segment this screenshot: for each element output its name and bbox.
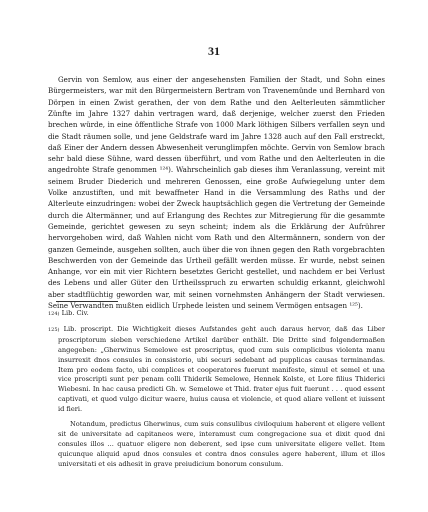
footnotes	[48, 309, 385, 470]
footnote-text: Lib. proscript. Die Wichtigkeit dieses Aufstandes geht auch daraus hervor, daß das Liber proscriptorum sieben verschiedene Artikel darüber enthält. Die Dritte sind folgendermaßen angegeben: „Gherwinus Semelowe est proscriptus, quod cum suis complicibus violenta manu insurrexit dnos consules in consistorio, ubi securi sedebant ad pupplicas causas terminandas. Item pro eodem facto, ubi complices et cooperatores fuerunt manifeste, simul et semel et una vice proscripti sunt per penam colli Thiderik Semelowe, Hennek Kolste, et Lore filius Thiderici Wiebesni. In hac causa predicti Gh. w. Semelowe et Thid. frater ejus fuit fuerunt . . . quod essent captivati, et quod vulgo dicitur waere, huius causa et violencie, et quod aliare vellent et iuissent id fieri.	[58, 324, 385, 414]
footnote-continuation: Notandum, predictus Gherwinus, cum suis consulibus civiloquium haberent et eligere vellent sit de universitate ad capitaneos were, interamust cum congregacione sua et dixit quod dni consules illos ... quatuor eligere non deberent, sed ipse cum universitate eligere vellet. Item quicunque aliquid apud dnos consules et contra dnos consules agere haberent, illum et illos universitati et eis adhesit in grave preiudicium bonorum consulum.	[58, 420, 385, 468]
footnote-marker: 124)	[48, 311, 60, 317]
page-number: 31	[208, 44, 220, 58]
footnote-124	[48, 309, 385, 320]
footnote-separator	[56, 301, 118, 302]
main-paragraph: Gervin von Semlow, aus einer der angesehensten Familien der Stadt, und Sohn eines Bürgermeisters, war mit den Bürgermeistern Bertram von Travenemünde und Bernhard von Dörpen in einen Zwist gerathen, der von dem Rathe und den Aelterleuten sämmtlicher Zünfte im Jahre 1327 dahin vertragen ward, daß derjenige, welcher zuerst den Frieden brechen würde, in eine öffentliche Strafe von 1000 Mark löthigen Silbers verfallen seyn und die Stadt räumen solle, und jene Geldstrafe ward im Jahre 1328 auch auf den Fall erstreckt, daß Einer der Andern dessen Abwesenheit verunglimpfen möchte. Gervin von Semlow brach sehr bald diese Sühne, ward dessen überführt, und vom Rathe und den Aelterleuten in die angedrohte Strafe genommen ¹²⁴). Wahrscheinlich gab dieses ihm Veranlassung, vereint mit seinem Bruder Diederich und mehreren Genossen, eine große Aufwiegelung unter dem Volke anzustiften, und mit bewaffneter Hand in die Versammlung des Raths und der Alterleute einzudringen: wobei der Zweck hauptsächlich gegen die Vertretung der Gemeinde durch die Altermänner, und auf Erlangung des Rechtes zur Mitregierung für die gesammte Gemeinde, gerichtet gewesen zu seyn scheint; indem als die Erklärung der Aufrührer hervorgehoben wird, daß Wahlen nicht vom Rath und den Altermännern, sondern von der ganzen Gemeinde, ausgehen sollten, auch über die von ihnen gegen den Rath vorgebrachten Beschwerden von der Gemeinde das Urtheil gefällt werden müsse. Er wurde, nebst seinen Anhange, vor ein mit vier Richtern besetztes Gericht gestellet, und nachdem er bei Verlust des Lebens und aller Güter den Urtheilsspruch zu erwarten schuldig erkannt, gleichwohl aber stadtflüchtig geworden war, mit seinen vornehmsten Anhängern der Stadt verwiesen. Seine Verwandten mußten eidlich Urphede leisten und seinem Vermögen entsagen ¹²⁵).	[48, 75, 385, 311]
footnote-marker: 125)	[48, 326, 60, 333]
footnote-text: Lib. Civ.	[61, 309, 89, 317]
footnote-125	[48, 325, 385, 415]
